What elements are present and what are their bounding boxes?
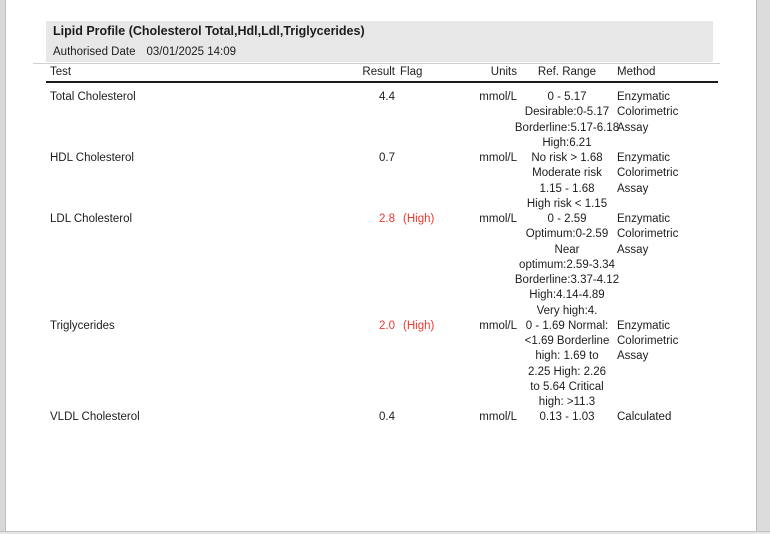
method-value: Calculated [617,411,672,424]
authorised-date-label: Authorised Date [53,46,136,58]
result-value: 4.4 [379,91,395,103]
test-name: LDL Cholesterol [50,213,133,225]
report-title-block [46,21,713,62]
title-block-underline [33,63,720,64]
method-value: Enzymatic Colorimetric Assay [617,91,679,134]
results-table-body [0,90,770,426]
units-value: mmol/L [479,411,517,424]
result-flag: (High) [403,213,435,225]
table-row [0,90,770,151]
units-value: mmol/L [479,152,517,164]
column-header-flag: Flag [400,66,423,78]
column-header-method: Method [617,66,656,78]
table-header-row [0,66,770,80]
ref-range-value: 0 - 1.69 Normal: <1.69 Borderline high: 1.69 to 2.25 High: 2.26 to 5.64 Critical high: >11.3 [524,319,610,408]
ref-range-value: 0 - 2.59 Optimum:0-2.59 Near optimum:2.59-3.34 Borderline:3.37-4.12 High:4.14-4.89 Very high:4. [514,213,620,317]
table-row [0,212,770,319]
test-name: VLDL Cholesterol [50,411,140,424]
units-value: mmol/L [479,91,517,103]
result-value: 0.4 [379,411,395,424]
column-header-test: Test [50,66,72,78]
column-header-result: Result [362,66,395,78]
report-title: Lipid Profile (Cholesterol Total,Hdl,Ldl,Triglycerides) [53,24,365,38]
authorised-date-value: 03/01/2025 14:09 [146,46,236,58]
units-value: mmol/L [479,213,517,225]
method-value: Enzymatic Colorimetric Assay [617,319,679,363]
method-value: Enzymatic Colorimetric Assay [617,213,679,256]
table-row [0,319,770,411]
table-row [0,410,770,425]
test-name: Triglycerides [50,319,115,332]
method-value: Enzymatic Colorimetric Assay [617,152,679,195]
test-name: Total Cholesterol [50,91,136,103]
table-header-rule [46,81,718,83]
authorised-date-row [53,46,236,58]
ref-range-value: 0.13 - 1.03 [539,411,595,424]
units-value: mmol/L [479,319,517,332]
column-header-units: Units [490,66,517,78]
ref-range-value: No risk > 1.68 Moderate risk 1.15 - 1.68 High risk < 1.15 [526,152,608,210]
ref-range-value: 0 - 5.17 Desirable:0-5.17 Borderline:5.17-6.18 High:6.21 [514,91,620,149]
table-row [0,151,770,212]
test-name: HDL Cholesterol [50,152,134,164]
column-header-ref-range: Ref. Range [537,66,597,78]
result-value: 0.7 [379,152,395,164]
result-value: 2.8 [379,213,395,225]
result-flag: (High) [403,319,435,332]
result-value: 2.0 [379,319,395,332]
